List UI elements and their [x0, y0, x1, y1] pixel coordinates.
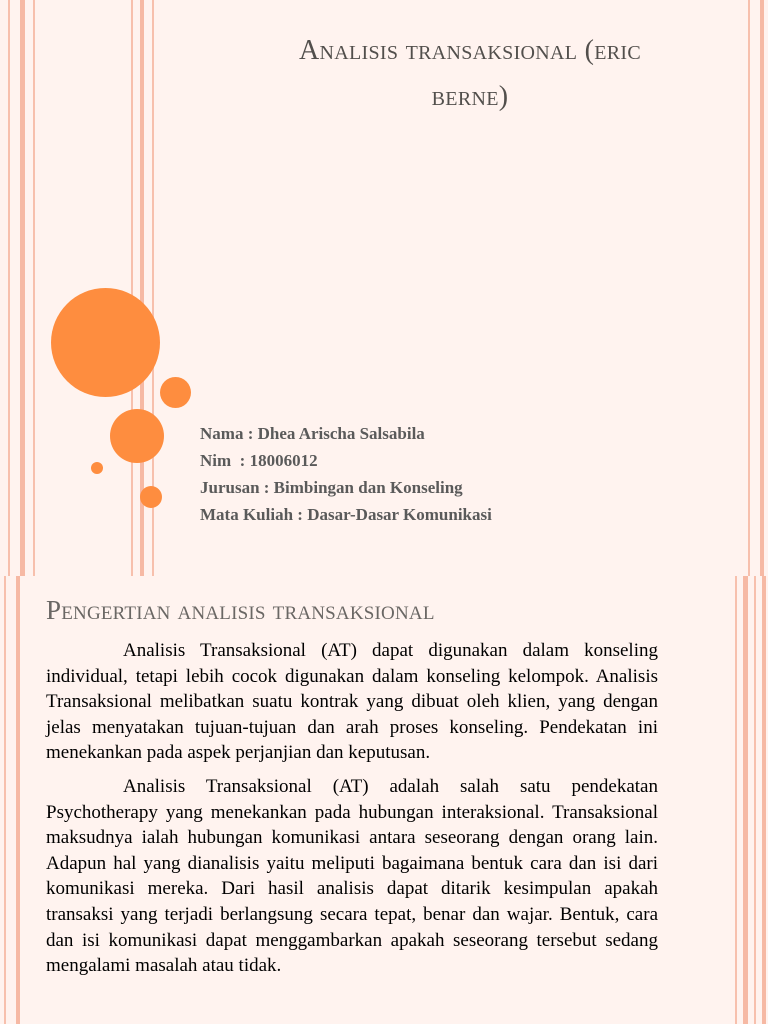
paragraph: Analisis Transaksional (AT) dapat digunakan dalam konseling individual, tetapi lebih cocok digunakan dalam konseling kelompok. Analisis Transaksional melibatkan suatu kontrak yang dibuat oleh klien, yang dengan jelas menyatakan tujuan-tujuan dan arah proses konseling. Pendekatan ini menekankan pada aspek perjanjian dan keputusan. [46, 640, 658, 764]
slide-title [200, 28, 740, 120]
decor-stripe [20, 0, 25, 576]
decor-stripe [4, 576, 6, 1024]
decor-stripe [762, 576, 766, 1024]
info-nama: Nama : Dhea Arischa Salsabila [200, 424, 425, 443]
title-line: berne) [431, 81, 509, 112]
decor-stripe [33, 0, 35, 576]
decor-circle-small [140, 486, 162, 508]
decor-circle-large [51, 288, 160, 397]
info-mata-kuliah: Mata Kuliah : Dasar-Dasar Komunikasi [200, 505, 492, 524]
decor-stripe [16, 576, 20, 1024]
decor-circle-small [160, 377, 191, 408]
decor-stripe [754, 576, 756, 1024]
title-line: Analisis transaksional (eric [299, 35, 641, 66]
decor-circle-tiny [91, 462, 103, 474]
info-nim: Nim : 18006012 [200, 451, 318, 470]
student-info [200, 420, 492, 528]
decor-stripe [760, 0, 764, 576]
decor-stripe [743, 576, 748, 1024]
section-body [46, 638, 658, 987]
decor-circle-medium [110, 409, 164, 463]
paragraph: Analisis Transaksional (AT) adalah salah satu pendekatan Psychotherapy yang menekankan pada hubungan interaksional. Transaksional maksudnya ialah hubungan komunikasi antara seseorang dengan orang lain. Adapun hal yang dianalisis yaitu meliputi bagaimana bentuk cara dan isi dari komunikasi mereka. Dari hasil analisis dapat ditarik kesimpulan apakah transaksi yang terjadi berlangsung secara tepat, benar dan wajar. Bentuk, cara dan isi komunikasi dapat menggambarkan apakah seseorang tersebut sedang mengalami masalah atau tidak. [46, 775, 658, 977]
section-title: Pengertian analisis transaksional [46, 595, 435, 625]
decor-stripe [748, 0, 750, 576]
decor-stripe [8, 0, 10, 576]
decor-stripe [735, 576, 737, 1024]
decor-stripe [131, 0, 133, 576]
info-jurusan: Jurusan : Bimbingan dan Konseling [200, 478, 463, 497]
